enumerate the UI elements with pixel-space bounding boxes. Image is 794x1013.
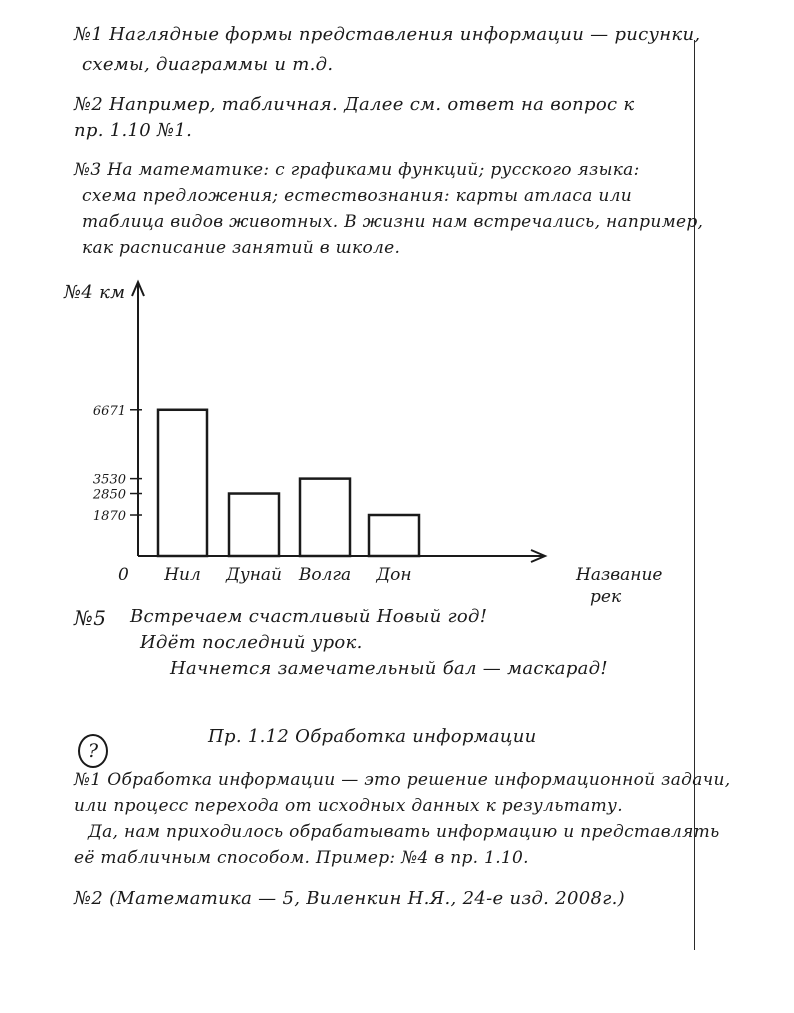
y-tick-label: 6671 (92, 403, 126, 419)
chart-ticks (92, 404, 142, 524)
y-tick-label: 1870 (92, 509, 126, 525)
origin-label: 0 (118, 565, 129, 585)
bar-2 (300, 479, 350, 556)
category-label: Дунай (226, 565, 282, 585)
y-tick-label: 2850 (92, 487, 126, 503)
note-2-line-1: №2 Например, табличная. Далее см. ответ на вопрос к (74, 94, 635, 115)
bar-0 (158, 410, 207, 556)
category-label: Дон (376, 565, 412, 585)
bar-1 (229, 494, 279, 556)
section-title: Пр. 1.12 Обработка информации (208, 726, 537, 747)
note-3-line-2: схема предложения; естествознания: карты атласа или (82, 186, 632, 206)
note-1-line-2: схемы, диаграммы и т.д. (82, 54, 334, 75)
note-2-line-2: пр. 1.10 №1. (74, 120, 193, 141)
category-label: Волга (298, 565, 352, 585)
x-axis-label-line-1: Название (576, 565, 663, 585)
question-badge: ? (78, 734, 108, 768)
note-3-line-4: как расписание занятий в школе. (82, 238, 401, 258)
note-1-line-1: №1 Наглядные формы представления информации — рисунки, (74, 24, 701, 45)
para-1-line-2: или процесс перехода от исходных данных к результату. (74, 796, 623, 816)
chart-bars (158, 410, 419, 556)
x-axis-label-line-2: рек (590, 587, 622, 607)
note-5-label: №5 (74, 606, 107, 630)
para-1-line-1: №1 Обработка информации — это решение информационной задачи, (74, 770, 731, 790)
chart-category-labels (163, 565, 411, 585)
y-tick-label: 3530 (92, 472, 126, 488)
para-1-line-3: Да, нам приходилось обрабатывать информацию и представлять (88, 822, 720, 842)
note-4-label: №4 км (64, 282, 126, 303)
para-2: №2 (Математика — 5, Виленкин Н.Я., 24-е изд. 2008г.) (74, 888, 625, 909)
note-5-line-3: Начнется замечательный бал — маскарад! (170, 658, 608, 679)
bar-3 (369, 515, 419, 556)
note-3-line-1: №3 На математике: с графиками функций; русского языка: (74, 160, 640, 180)
para-1-line-4: её табличным способом. Пример: №4 в пр. 1.10. (74, 848, 529, 868)
note-3-line-3: таблица видов животных. В жизни нам встречались, например, (82, 212, 704, 232)
note-5-line-2: Идёт последний урок. (140, 632, 363, 653)
category-label: Нил (164, 565, 201, 585)
note-5-line-1: Встречаем счастливый Новый год! (130, 606, 488, 627)
